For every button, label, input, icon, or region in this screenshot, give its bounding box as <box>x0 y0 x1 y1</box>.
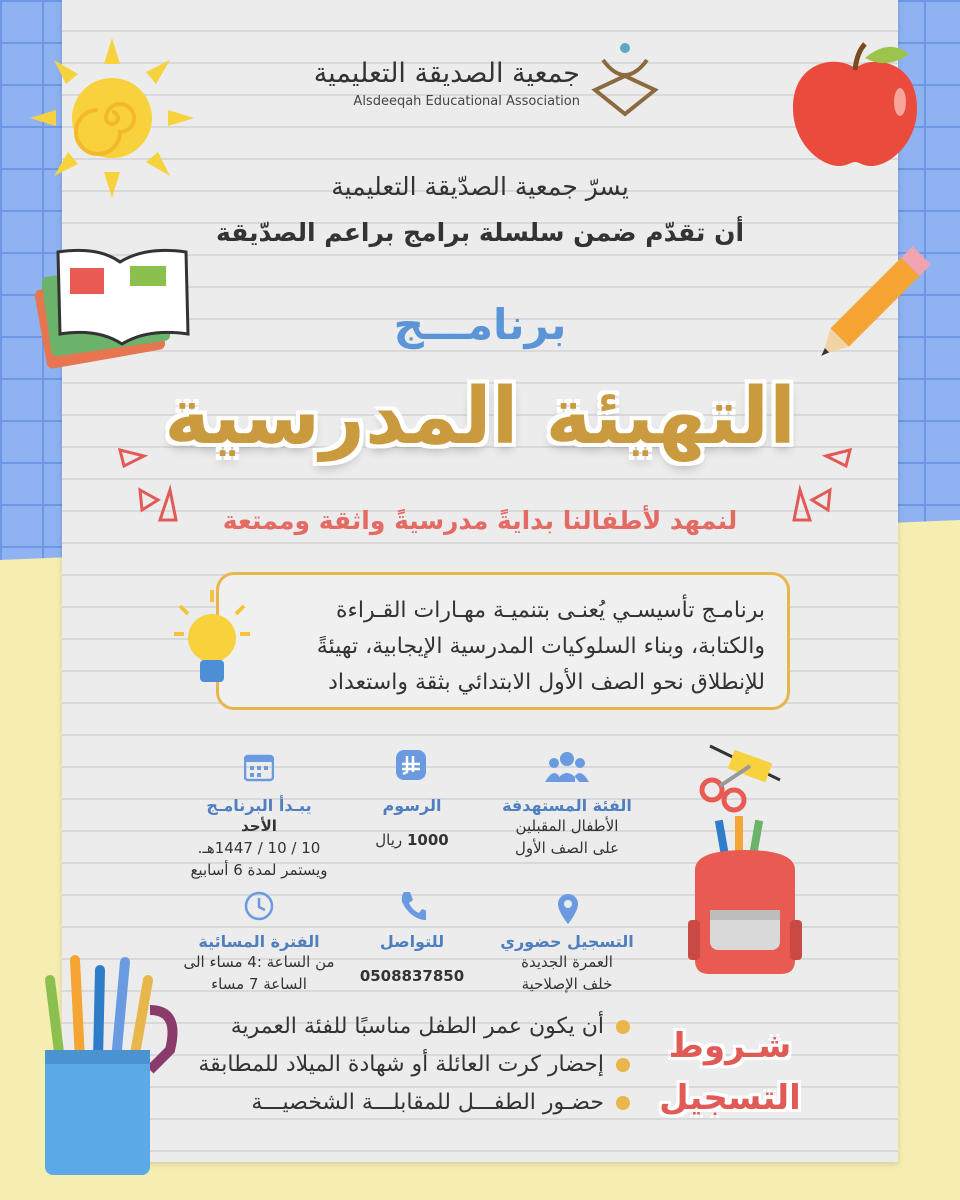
description-line-1: برنامـج تأسيسـي يُعنـى بتنميـة مهـارات القـراءة <box>336 598 765 623</box>
book-icon <box>28 240 198 370</box>
program-title: التهيئة المدرسية <box>164 372 796 462</box>
description-line-3: للإنطلاق نحو الصف الأول الابتدائي بثقة واستعداد <box>328 670 765 695</box>
association-logo-icon <box>585 40 665 120</box>
bullet-icon <box>616 1096 630 1110</box>
condition-text: إحضار كرت العائلة أو شهادة الميلاد للمطابقة <box>198 1052 604 1077</box>
lightbulb-icon <box>172 588 252 698</box>
riyal-icon <box>396 750 426 780</box>
period-block <box>164 932 354 995</box>
clock-icon <box>243 890 275 922</box>
condition-text: حضـور الطفـــل للمقابلـــة الشخصيـــة <box>251 1090 604 1115</box>
contact-label: للتواصل <box>379 932 445 951</box>
sun-icon <box>20 30 200 200</box>
conditions-title-line-1: شـروط <box>668 1026 792 1066</box>
condition-item <box>190 1090 630 1115</box>
pencil-icon <box>805 230 955 370</box>
bullet-icon <box>616 1020 630 1034</box>
location-icon <box>555 892 581 926</box>
registration-line-2: خلف الإصلاحية <box>521 975 613 993</box>
description-box <box>216 572 790 710</box>
target-group-line-2: على الصف الأول <box>514 839 620 857</box>
phone-icon <box>398 890 426 920</box>
fees-amount: 1000 <box>406 831 449 849</box>
intro-line-1: يسرّ جمعية الصدّيقة التعليمية <box>331 172 629 201</box>
fees-label: الرسوم <box>382 796 442 815</box>
period-label: الفترة المسائية <box>198 932 320 951</box>
contact-phone[interactable]: 0508837850 <box>359 967 465 985</box>
scissors-icon <box>690 740 790 820</box>
org-name-arabic: جمعية الصديقة التعليمية <box>313 58 580 89</box>
bullet-icon <box>616 1058 630 1072</box>
program-label: برنامـــج <box>393 300 567 349</box>
period-line-2: الساعة 7 مساء <box>211 975 307 993</box>
fees-unit: ريال <box>375 831 403 849</box>
description-text <box>225 593 765 701</box>
condition-item <box>190 1014 630 1039</box>
start-duration: ويستمر لمدة 6 أسابيع <box>190 861 328 879</box>
registration-line-1: العمرة الجديدة <box>521 953 613 971</box>
apple-icon <box>785 40 925 170</box>
conditions-title <box>655 1020 805 1124</box>
condition-text: أن يكون عمر الطفل مناسبًا للفئة العمرية <box>230 1014 604 1039</box>
registration-label: التسجيل حضوري <box>500 932 634 951</box>
period-line-1: من الساعة :4 مساء الى <box>183 953 335 971</box>
org-name-english: Alsdeeqah Educational Association <box>353 94 580 109</box>
start-date-block <box>164 796 354 881</box>
description-line-2: والكتابة، وبناء السلوكيات المدرسية الإيجابية، تهيئةً <box>316 634 765 659</box>
target-group-line-1: الأطفال المقبلين <box>515 817 619 835</box>
program-subtitle: لنمهد لأطفالنا بدايةً مدرسيةً واثقة وممتعة <box>222 506 738 535</box>
start-label: يبـدأ البرنامـج <box>206 796 312 815</box>
people-icon <box>545 750 589 784</box>
conditions-title-line-2: التسجيل <box>659 1078 801 1118</box>
target-group-label: الفئة المستهدفة <box>502 796 632 815</box>
start-date: 10 / 10 / 1447هـ. <box>197 839 321 857</box>
backpack-icon <box>680 810 810 980</box>
pencil-cup-icon <box>30 950 180 1180</box>
intro-line-2: أن تقدّم ضمن سلسلة برامج براعم الصدّيقة <box>215 218 745 247</box>
calendar-icon <box>244 752 274 782</box>
start-day: الأحد <box>241 817 277 835</box>
condition-item <box>190 1052 630 1077</box>
